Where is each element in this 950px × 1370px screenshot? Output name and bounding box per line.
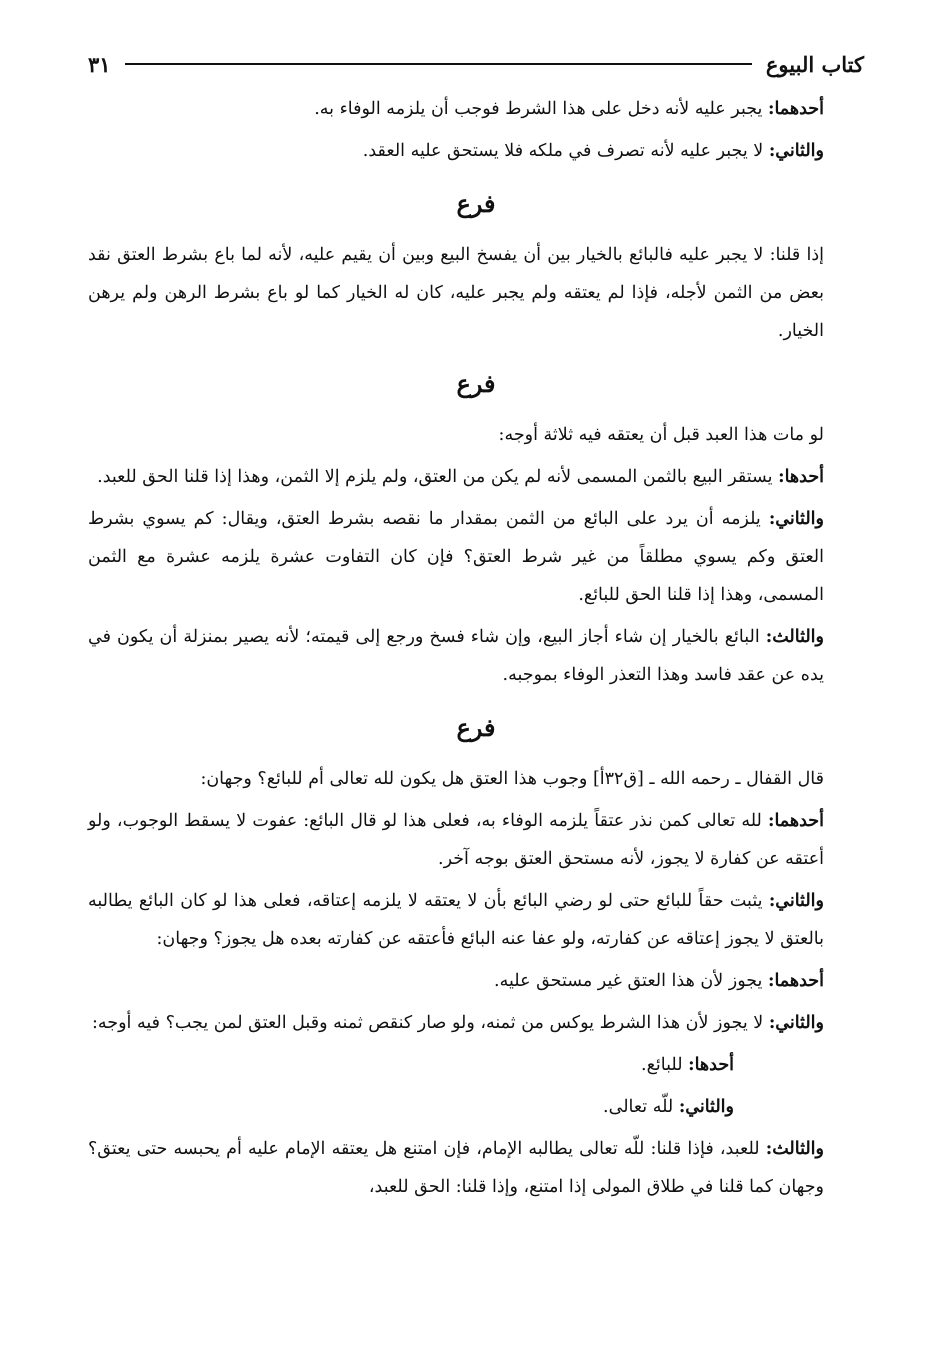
paragraph bbox=[88, 1130, 864, 1206]
paragraph bbox=[88, 90, 864, 128]
paragraph-lead: أحدها: bbox=[778, 467, 824, 487]
running-header bbox=[88, 44, 864, 84]
section-heading: فرع bbox=[456, 369, 496, 398]
paragraph bbox=[88, 1004, 864, 1042]
paragraph-lead: والثاني: bbox=[768, 1013, 824, 1033]
paragraph bbox=[88, 458, 864, 496]
paragraph bbox=[88, 1088, 864, 1126]
paragraph bbox=[88, 500, 864, 614]
paragraph-lead: والثاني: bbox=[768, 509, 824, 529]
section-heading: فرع bbox=[456, 713, 496, 742]
paragraph-lead: والثاني: bbox=[768, 141, 824, 161]
paragraph bbox=[88, 882, 864, 958]
paragraph-lead: والثالث: bbox=[765, 627, 824, 647]
section-heading: فرع bbox=[456, 189, 496, 218]
paragraph-lead: أحدهما: bbox=[767, 811, 824, 831]
paragraph-text: لا يجبر عليه لأنه تصرف في ملكه فلا يستحق عليه العقد. bbox=[362, 141, 769, 161]
paragraph-lead: أحدها: bbox=[688, 1055, 734, 1075]
book-title: كتاب البيوع bbox=[765, 51, 864, 77]
paragraph-text: يستقر البيع بالثمن المسمى لأنه لم يكن من العتق، ولم يلزم إلا الثمن، وهذا إذا قلنا الحق للعبد. bbox=[97, 467, 779, 487]
paragraph-lead: أحدهما: bbox=[767, 99, 824, 119]
paragraph bbox=[88, 962, 864, 1000]
paragraph-text: إذا قلنا: لا يجبر عليه فالبائع بالخيار بين أن يفسخ البيع وبين أن يقيم عليه، لأنه لما باع بشرط العتق نقد بعض من الثمن لأجله، فإذا لم يعتقه ولم يجبر عليه، كان له الخيار كما لو باع بشرط الرهن ولم يرهن الخيار. bbox=[88, 245, 824, 341]
paragraph-text: للعبد، فإذا قلنا: للّه تعالى يطالبه الإمام، فإن امتنع هل يعتقه الإمام عليه أم يحبسه حتى يعتق؟ وجهان كما قلنا في طلاق المولى إذا امتنع، وإذا قلنا: الحق للعبد، bbox=[88, 1139, 824, 1197]
paragraph-text: لله تعالى كمن نذر عتقاً يلزمه الوفاء به، فعلى هذا لو قال البائع: عفوت لا يسقط الوجوب، ولو أعتقه عن كفارة لا يجوز، لأنه مستحق العتق بوجه آخر. bbox=[88, 811, 824, 869]
paragraph-lead: والثاني: bbox=[678, 1097, 734, 1117]
paragraph bbox=[88, 618, 864, 694]
paragraph bbox=[88, 760, 864, 798]
paragraph-text: لو مات هذا العبد قبل أن يعتقه فيه ثلاثة أوجه: bbox=[498, 425, 824, 445]
paragraph-text: للبائع. bbox=[641, 1055, 689, 1075]
paragraph-text: يجبر عليه لأنه دخل على هذا الشرط فوجب أن يلزمه الوفاء به. bbox=[314, 99, 768, 119]
paragraph bbox=[88, 802, 864, 878]
paragraph-text: لا يجوز لأن هذا الشرط يوكس من ثمنه، ولو صار كنقص ثمنه وقبل العتق لمن يجب؟ فيه أوجه: bbox=[92, 1013, 769, 1033]
paragraph bbox=[88, 132, 864, 170]
paragraph bbox=[88, 1046, 864, 1084]
paragraph-lead: والثالث: bbox=[765, 1139, 824, 1159]
header-rule bbox=[125, 63, 752, 65]
paragraph-text: يلزمه أن يرد على البائع من الثمن بمقدار ما نقصه بشرط العتق، ويقال: كم يسوي بشرط العتق وكم يسوي مطلقاً من غير شرط العتق؟ فإن كان التفاوت عشرة يلزمه عشرة مع الثمن المسمى، وهذا إذا قلنا الحق للبائع. bbox=[88, 509, 824, 605]
paragraph-lead: أحدهما: bbox=[767, 971, 824, 991]
paragraph-text: يثبت حقاً للبائع حتى لو رضي البائع بأن لا يعتقه لا يلزمه إعتاقه، فعلى هذا لو كان البائع يطالبه بالعتق لا يجوز إعتاقه عن كفارته، ولو عفا عنه البائع فأعتقه عن كفارته بعده هل يجوز؟ وجهان: bbox=[88, 891, 824, 949]
book-page bbox=[88, 0, 864, 1370]
page-number: ٣١ bbox=[88, 51, 111, 77]
paragraph-text: يجوز لأن هذا العتق غير مستحق عليه. bbox=[494, 971, 768, 991]
paragraph-text: قال القفال ـ رحمه الله ـ [ق٣٢أ] وجوب هذا العتق هل يكون لله تعالى أم للبائع؟ وجهان: bbox=[200, 769, 824, 789]
paragraph-text: البائع بالخيار إن شاء أجاز البيع، وإن شاء فسخ ورجع إلى قيمته؛ لأنه يصير بمنزلة أن يكون في يده عن عقد فاسد وهذا التعذر الوفاء بموجبه. bbox=[88, 627, 824, 685]
page-body bbox=[88, 90, 864, 1206]
paragraph-lead: والثاني: bbox=[768, 891, 824, 911]
paragraph bbox=[88, 416, 864, 454]
paragraph bbox=[88, 236, 864, 350]
paragraph-text: للّه تعالى. bbox=[603, 1097, 679, 1117]
